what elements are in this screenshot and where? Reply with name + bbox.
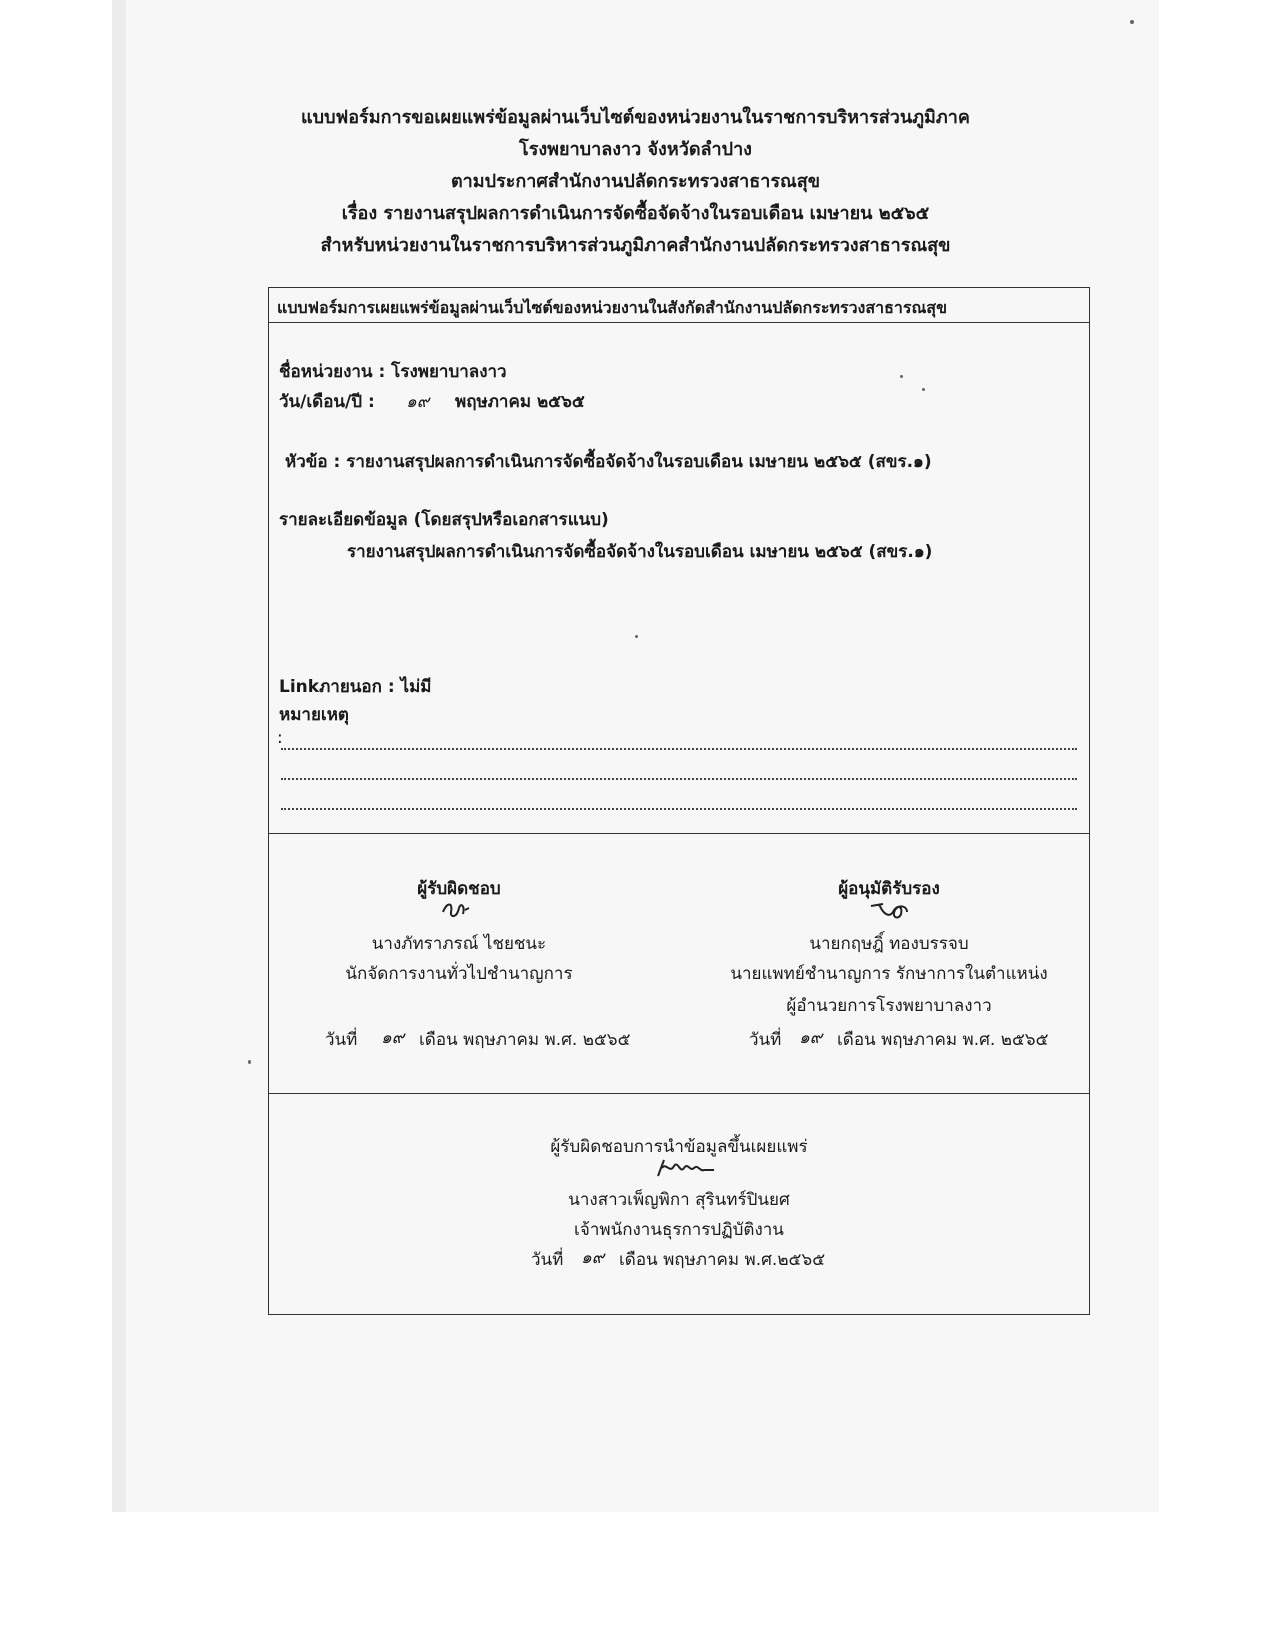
- remark-dotted-line-2: [281, 778, 1077, 780]
- publisher-date-prefix: วันที่: [531, 1250, 564, 1270]
- signature-divider: [269, 833, 1089, 834]
- publisher-name: นางสาวเพ็ญพิกา สุรินทร์ปินยศ: [568, 1190, 790, 1210]
- date-month-year: พฤษภาคม ๒๕๖๕: [455, 392, 585, 412]
- scan-speck: [248, 1060, 251, 1064]
- publisher-divider: [269, 1093, 1089, 1094]
- publisher-date-rest: เดือน พฤษภาคม พ.ศ.๒๕๖๕: [619, 1250, 826, 1270]
- publisher-role: ผู้รับผิดชอบการนำข้อมูลขึ้นเผยแพร่: [550, 1137, 808, 1157]
- approver-name: นายกฤษฎิ์ ทองบรรจบ: [809, 934, 969, 954]
- date-day-handwritten: ๑๙: [406, 392, 430, 412]
- subject-line: หัวข้อ : รายงานสรุปผลการดำเนินการจัดซื้อจัดจ้างในรอบเดือน เมษายน ๒๕๖๕ (สขร.๑): [285, 452, 932, 472]
- remark-prefix: :: [277, 728, 283, 748]
- responsible-date-prefix: วันที่: [325, 1030, 358, 1050]
- responsible-position: นักจัดการงานทั่วไปชำนาญการ: [345, 964, 573, 984]
- scan-speck: [922, 388, 925, 391]
- responsible-date-rest: เดือน พฤษภาคม พ.ศ. ๒๕๖๕: [419, 1030, 631, 1050]
- responsible-date-day: ๑๙: [381, 1028, 405, 1048]
- detail-text: รายงานสรุปผลการดำเนินการจัดซื้อจัดจ้างในรอบเดือน เมษายน ๒๕๖๕ (สขร.๑): [347, 542, 933, 562]
- remark-dotted-line-1: [281, 748, 1077, 750]
- scan-speck: [1130, 20, 1134, 24]
- date-label: วัน/เดือน/ปี :: [279, 392, 375, 412]
- remark-label: หมายเหตุ: [279, 705, 349, 725]
- detail-label: รายละเอียดข้อมูล (โดยสรุปหรือเอกสารแนบ): [279, 510, 609, 530]
- responsible-role: ผู้รับผิดชอบ: [417, 879, 501, 899]
- external-link: Linkภายนอก : ไม่มี: [279, 677, 432, 697]
- agency-name: ชื่อหน่วยงาน : โรงพยาบาลงาว: [279, 362, 507, 382]
- header-line-2: โรงพยาบาลงาว จังหวัดลำปาง: [519, 139, 752, 160]
- scan-speck: [635, 635, 638, 638]
- approver-date-rest: เดือน พฤษภาคม พ.ศ. ๒๕๖๕: [837, 1030, 1049, 1050]
- approver-position: นายแพทย์ชำนาญการ รักษาการในตำแหน่ง: [730, 964, 1048, 984]
- header-line-4: เรื่อง รายงานสรุปผลการดำเนินการจัดซื้อจัดจ้างในรอบเดือน เมษายน ๒๕๖๕: [341, 203, 930, 224]
- approver-date-prefix: วันที่: [749, 1030, 782, 1050]
- approver-position-2: ผู้อำนวยการโรงพยาบาลงาว: [786, 996, 992, 1016]
- responsible-signature: [439, 898, 475, 922]
- remark-dotted-line-3: [281, 808, 1077, 810]
- header-line-3: ตามประกาศสำนักงานปลัดกระทรวงสาธารณสุข: [450, 171, 820, 192]
- approver-date-day: ๑๙: [799, 1028, 823, 1048]
- publisher-signature: [654, 1156, 718, 1180]
- publisher-position: เจ้าพนักงานธุรการปฏิบัติงาน: [574, 1220, 784, 1240]
- form-box: [268, 287, 1090, 1315]
- header-line-1: แบบฟอร์มการขอเผยแพร่ข้อมูลผ่านเว็บไซต์ของหน่วยงานในราชการบริหารส่วนภูมิภาค: [301, 107, 970, 128]
- header-line-5: สำหรับหน่วยงานในราชการบริหารส่วนภูมิภาคสำนักงานปลัดกระทรวงสาธารณสุข: [320, 235, 951, 256]
- scan-speck: [900, 375, 903, 378]
- title-divider: [269, 322, 1089, 323]
- form-title: แบบฟอร์มการเผยแพร่ข้อมูลผ่านเว็บไซต์ของหน่วยงานในสังกัดสำนักงานปลัดกระทรวงสาธารณสุข: [277, 298, 947, 317]
- publisher-date-day: ๑๙: [581, 1248, 605, 1268]
- responsible-name: นางภัทราภรณ์ ไชยชนะ: [371, 934, 547, 954]
- approver-role: ผู้อนุมัติรับรอง: [838, 879, 940, 899]
- approver-signature: [869, 898, 911, 924]
